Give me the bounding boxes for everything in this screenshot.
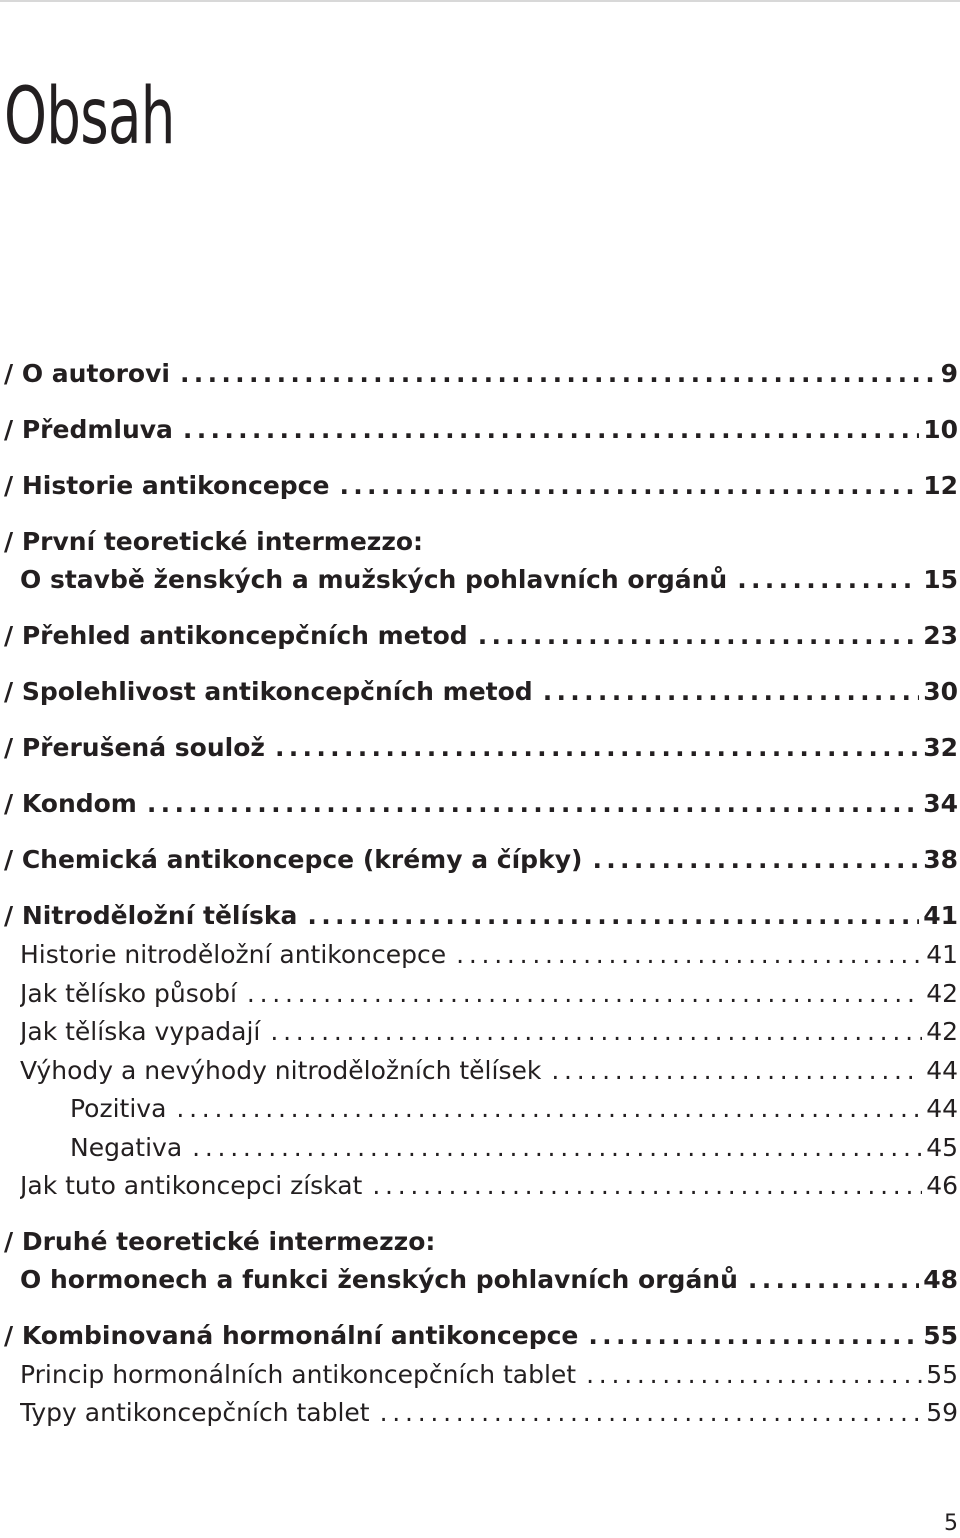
toc-entry-label: Jak tuto antikoncepci získat [20, 1171, 363, 1200]
dot-leader [192, 1130, 922, 1166]
dot-leader [147, 786, 919, 822]
dot-leader [592, 842, 919, 878]
toc-entry-page: 32 [923, 733, 958, 762]
toc-entry-page: 41 [926, 940, 958, 969]
dot-leader [543, 674, 920, 710]
toc-entry-page: 42 [926, 979, 958, 1008]
toc-entry[interactable] [4, 618, 958, 654]
toc-subentry[interactable] [20, 1053, 958, 1089]
toc-entry-label: / Kombinovaná hormonální antikoncepce [4, 1321, 579, 1350]
toc-entry-label: Princip hormonálních antikoncepčních tablet [20, 1360, 577, 1389]
toc-entry[interactable] [4, 786, 958, 822]
toc-entry[interactable] [4, 898, 958, 934]
toc-subentry[interactable] [20, 1395, 958, 1431]
toc-subentry[interactable] [20, 1168, 958, 1204]
toc-entry-heading: / Druhé teoretické intermezzo: [4, 1227, 436, 1256]
dot-leader [176, 1091, 922, 1127]
toc-entry-page: 12 [923, 471, 958, 500]
toc-entry-page: 44 [926, 1094, 958, 1123]
toc-entry[interactable] [20, 562, 958, 598]
toc-subentry[interactable] [20, 1357, 958, 1393]
toc-entry-label: O hormonech a funkci ženských pohlavních orgánů [20, 1265, 738, 1294]
toc-entry-label: Výhody a nevýhody nitroděložních tělísek [20, 1056, 542, 1085]
toc-entry-label: / Předmluva [4, 415, 173, 444]
toc-entry-label: Historie nitroděložní antikoncepce [20, 940, 447, 969]
toc-entry-page: 34 [923, 789, 958, 818]
page-number: 5 [944, 1511, 958, 1536]
toc-entry-label: / Přerušená soulož [4, 733, 265, 762]
toc-entry-page: 38 [923, 845, 958, 874]
toc-entry[interactable] [4, 356, 958, 392]
toc-entry[interactable] [20, 1262, 958, 1298]
toc-entry-label: / Kondom [4, 789, 137, 818]
toc-subentry[interactable] [20, 1014, 958, 1050]
toc-entry[interactable] [4, 1318, 958, 1354]
dot-leader [339, 468, 919, 504]
page-title: Obsah [4, 72, 175, 162]
toc-entry-page: 59 [926, 1398, 958, 1427]
toc-entry[interactable] [4, 842, 958, 878]
toc-entry-page: 48 [923, 1265, 958, 1294]
toc-entry-label: / O autorovi [4, 359, 170, 388]
dot-leader [748, 1262, 919, 1298]
toc-entry-page: 46 [926, 1171, 958, 1200]
dot-leader [478, 618, 920, 654]
toc-subsubentry[interactable] [70, 1130, 958, 1166]
toc-subentry[interactable] [20, 937, 958, 973]
toc-entry-label: / Historie antikoncepce [4, 471, 330, 500]
dot-leader [380, 1395, 923, 1431]
dot-leader [456, 937, 922, 973]
toc-entry-heading: / První teoretické intermezzo: [4, 527, 424, 556]
toc-entry-label: Jak tělísko působí [20, 979, 237, 1008]
toc-entry-page: 10 [923, 415, 958, 444]
toc-entry-label: Pozitiva [70, 1094, 167, 1123]
toc-entry[interactable] [4, 730, 958, 766]
toc-entry-page: 30 [923, 677, 958, 706]
dot-leader [372, 1168, 922, 1204]
toc-entry-page: 15 [923, 565, 958, 594]
toc-entry[interactable] [4, 412, 958, 448]
toc-entry-label: / Nitroděložní tělíska [4, 901, 298, 930]
toc-entry-label: / Spolehlivost antikoncepčních metod [4, 677, 533, 706]
toc-entry-page: 41 [923, 901, 958, 930]
toc-entry-label: Jak tělíska vypadají [20, 1017, 261, 1046]
dot-leader [180, 356, 937, 392]
toc-subentry[interactable] [20, 976, 958, 1012]
toc-entry-page: 9 [940, 359, 958, 388]
toc-entry-label: / Chemická antikoncepce (krémy a čípky) [4, 845, 583, 874]
toc-entry-label: Negativa [70, 1133, 183, 1162]
toc-entry[interactable] [4, 674, 958, 710]
dot-leader [270, 1014, 922, 1050]
dot-leader [586, 1357, 922, 1393]
dot-leader [588, 1318, 919, 1354]
toc-entry[interactable] [4, 468, 958, 504]
toc-subsubentry[interactable] [70, 1091, 958, 1127]
toc-entry-page: 23 [923, 621, 958, 650]
dot-leader [247, 976, 922, 1012]
toc-entry-page: 55 [923, 1321, 958, 1350]
toc-entry-page: 44 [926, 1056, 958, 1085]
toc-entry-page: 45 [926, 1133, 958, 1162]
toc-entry-label: O stavbě ženských a mužských pohlavních orgánů [20, 565, 728, 594]
dot-leader [307, 898, 919, 934]
dot-leader [551, 1053, 922, 1089]
toc-entry-page: 42 [926, 1017, 958, 1046]
toc-entry-page: 55 [926, 1360, 958, 1389]
dot-leader [183, 412, 919, 448]
toc-entry-label: / Přehled antikoncepčních metod [4, 621, 468, 650]
dot-leader [737, 562, 919, 598]
dot-leader [275, 730, 919, 766]
toc-entry-label: Typy antikoncepčních tablet [20, 1398, 370, 1427]
